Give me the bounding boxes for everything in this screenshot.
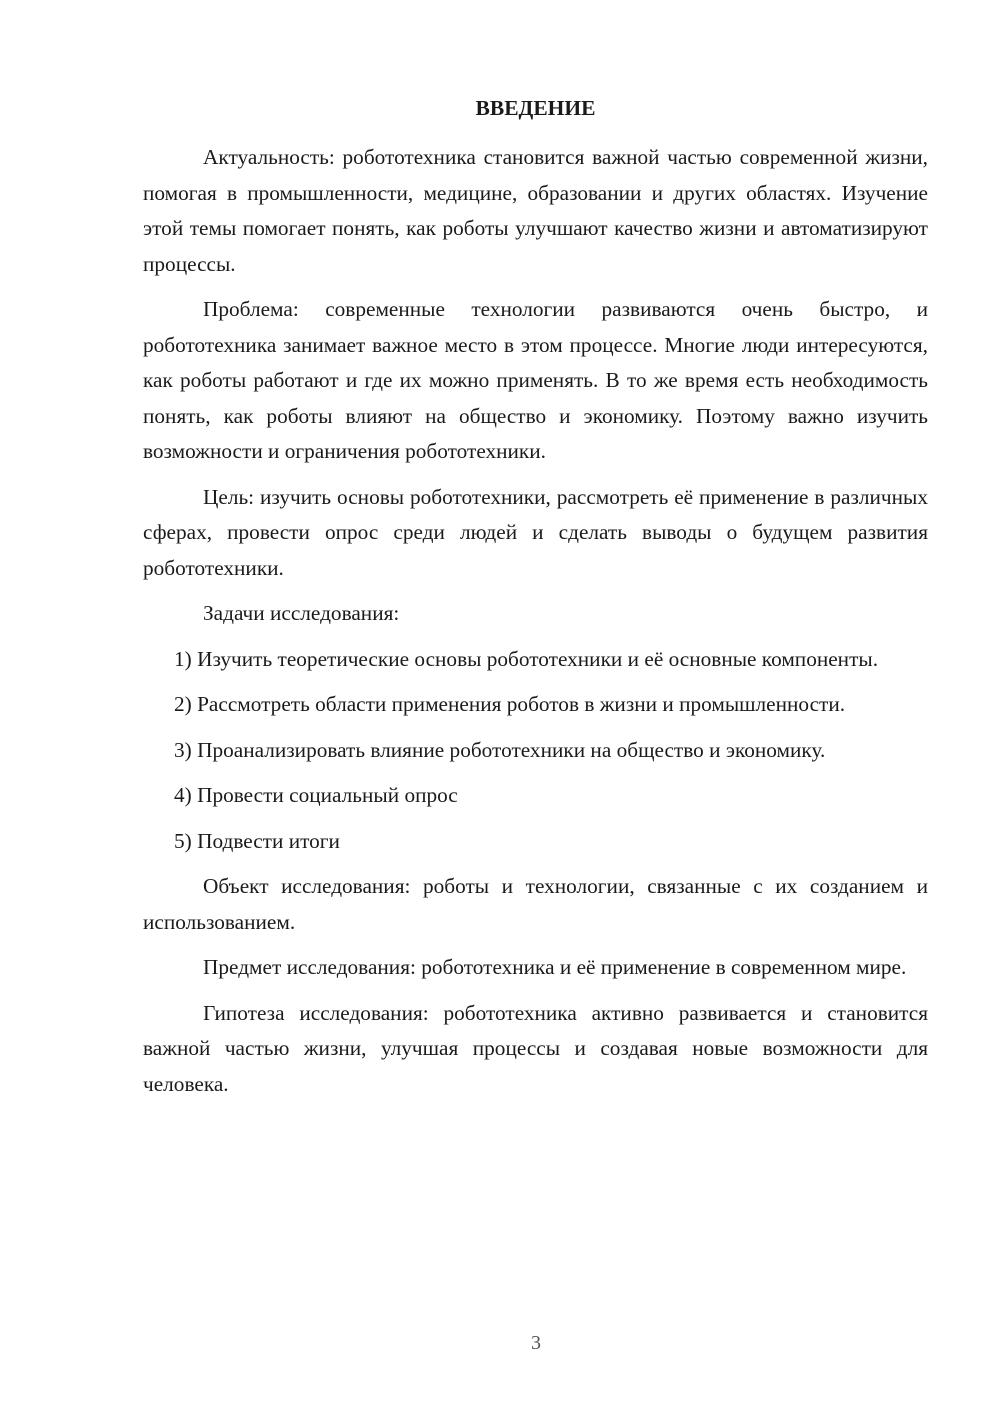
task-item-2: 2) Рассмотреть области применения роботов в жизни и промышленности.: [174, 692, 846, 716]
page-number: 3: [531, 1332, 541, 1354]
task-item-5: 5) Подвести итоги: [174, 828, 340, 853]
task-item-3: 3) Проанализировать влияние робототехники на общество и экономику.: [174, 737, 826, 762]
task-item-1: 1) Изучить теоретические основы робототехники и её основные компоненты.: [174, 646, 879, 671]
tasks-heading: Задачи исследования:: [203, 601, 400, 625]
paragraph-relevance: Актуальность: робототехника становится важной частью современной жизни, помогая в промышленности, медицине, образовании и других областях. Изучение этой темы помогает понять, как роботы улучшают качество жизни и автоматизируют процессы.: [143, 145, 928, 276]
document-page: [143, 90, 928, 1112]
paragraph-object: Объект исследования: роботы и технологии, связанные с их созданием и использованием.: [143, 874, 928, 934]
document-title: ВВЕДЕНИЕ: [475, 96, 596, 120]
paragraph-subject: Предмет исследования: робототехника и её применение в современном мире.: [203, 955, 907, 979]
task-item-4: 4) Провести социальный опрос: [174, 783, 458, 807]
paragraph-problem: Проблема: современные технологии развиваются очень быстро, и робототехника занимает важное место в этом процессе. Многие люди интересуются, как роботы работают и где их можно применять. В то же время есть необходимость понять, как роботы влияют на общество и экономику. Поэтому важно изучить возможности и ограничения робототехники.: [143, 297, 928, 463]
paragraph-hypothesis: Гипотеза исследования: робототехника активно развивается и становится важной частью жизни, улучшая процессы и создавая новые возможности для человека.: [143, 1000, 928, 1096]
paragraph-goal: Цель: изучить основы робототехники, рассмотреть её применение в различных сферах, провести опрос среди людей и сделать выводы о будущем развития робототехники.: [143, 484, 928, 580]
